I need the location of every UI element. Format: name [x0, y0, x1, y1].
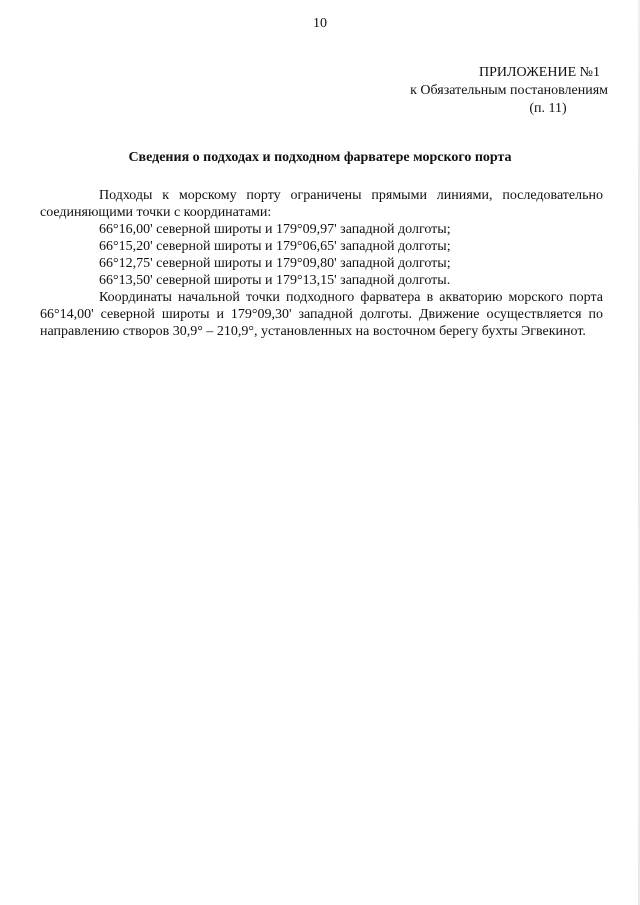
appendix-clause: (п. 11): [529, 101, 567, 116]
coordinate-line: 66°12,75' северной широты и 179°09,80' западной долготы;: [99, 256, 451, 271]
document-title: Сведения о подходах и подходном фарватере морского порта: [128, 150, 512, 165]
coordinate-line: 66°13,50' северной широты и 179°13,15' западной долготы.: [99, 273, 451, 288]
coordinate-line: 66°16,00' северной широты и 179°09,97' западной долготы;: [99, 222, 451, 237]
page-number: 10: [313, 16, 327, 31]
appendix-subtitle: к Обязательным постановлениям: [410, 83, 608, 98]
appendix-header: [410, 64, 608, 118]
appendix-title: ПРИЛОЖЕНИЕ №1: [479, 65, 600, 80]
intro-paragraph: Подходы к морскому порту ограничены прямыми линиями, последовательно соединяющими точки с координатами:: [40, 188, 603, 220]
document-body: [40, 187, 603, 340]
fairway-paragraph: Координаты начальной точки подходного фарватера в акваторию морского порта 66°14,00' северной широты и 179°09,30' западной долготы. Движение осуществляется по направлению створов 30,9° – 210,9°, установленных на восточном берегу бухты Эгвекинот.: [40, 290, 603, 339]
coordinate-line: 66°15,20' северной широты и 179°06,65' западной долготы;: [99, 239, 451, 254]
